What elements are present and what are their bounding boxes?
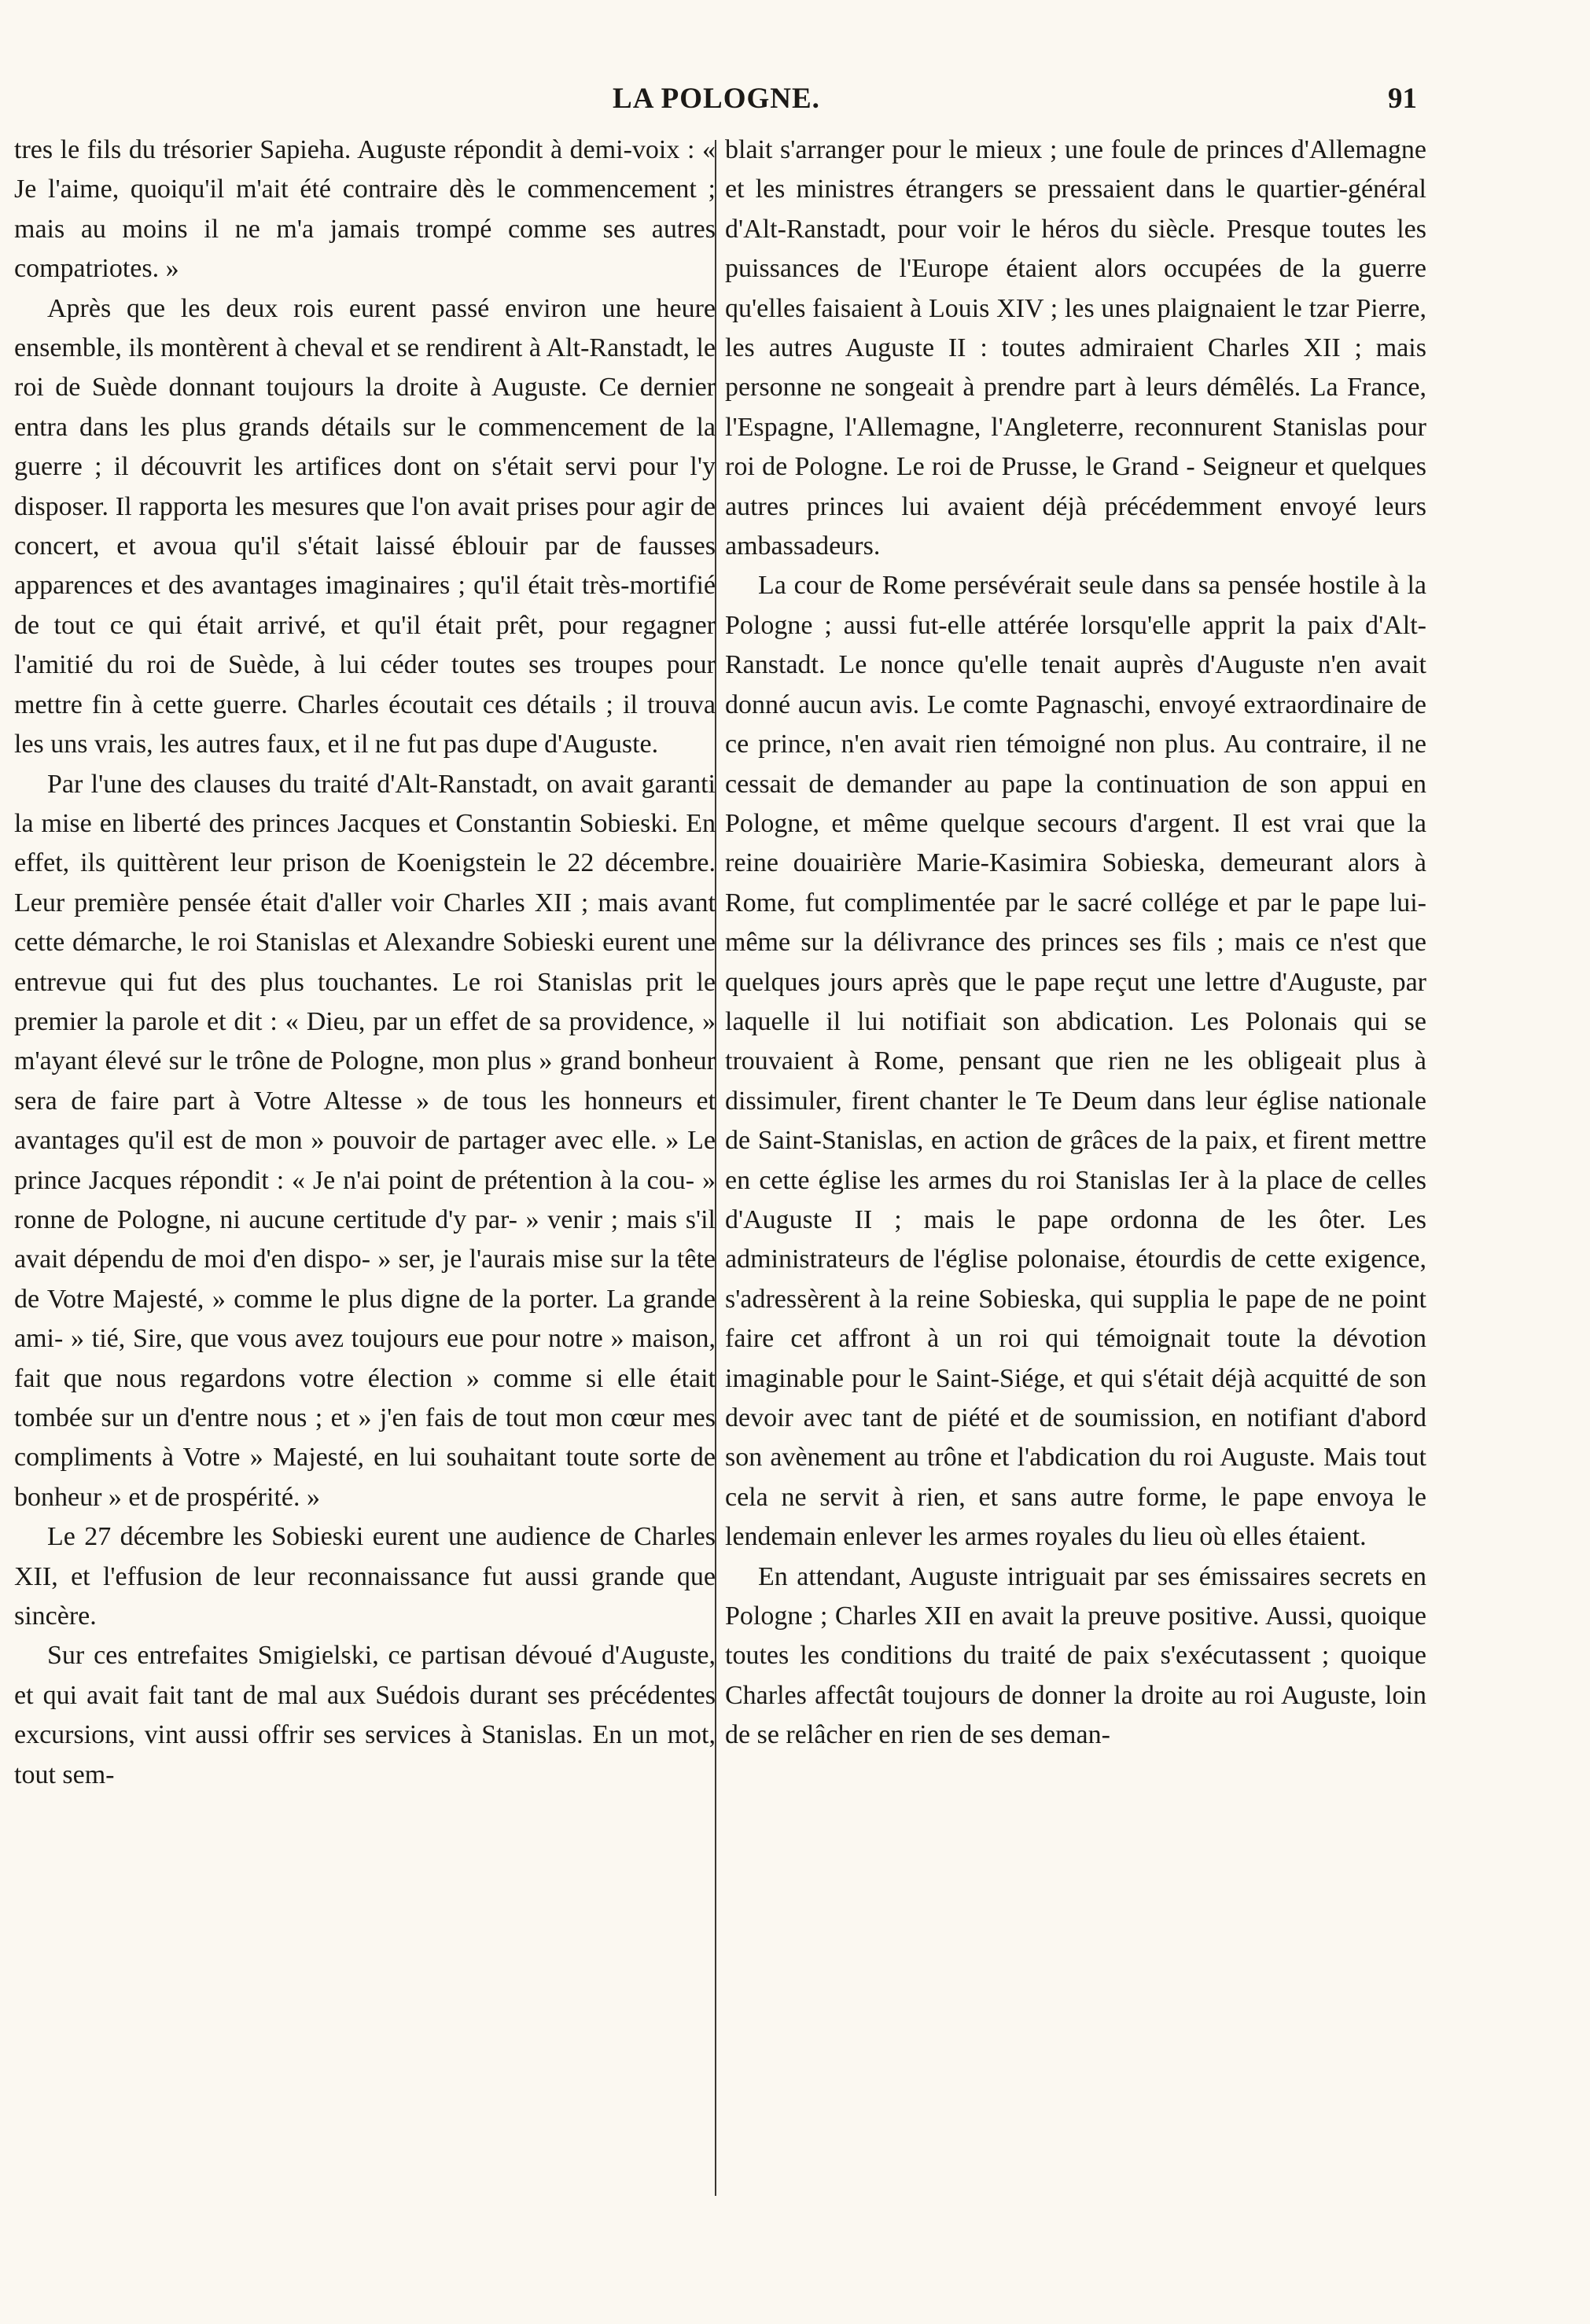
right-column [725, 131, 1426, 2285]
paragraph: blait s'arranger pour le mieux ; une foule de princes d'Allemagne et les ministres étrangers se pressaient dans le quartier-général d'Alt-Ranstadt, pour voir le héros du siècle. Presque toutes les puissances de l'Europe étaient alors occupées de la guerre qu'elles faisaient à Louis XIV ; les unes plaignaient le tzar Pierre, les autres Auguste II : toutes admiraient Charles XII ; mais personne ne songeait à prendre part à leurs démêlés. La France, l'Espagne, l'Allemagne, l'Angleterre, reconnurent Stanislas pour roi de Pologne. Le roi de Prusse, le Grand - Seigneur et quelques autres princes lui avaient déjà précédemment envoyé leurs ambassadeurs. [725, 135, 1426, 561]
paragraph: Par l'une des clauses du traité d'Alt-Ranstadt, on avait garanti la mise en liberté des princes Jacques et Constantin Sobieski. En effet, ils quittèrent leur prison de Koenigstein le 22 décembre. Leur première pensée était d'aller voir Charles XII ; mais avant cette démarche, le roi Stanislas et Alexandre Sobieski eurent une entrevue qui fut des plus touchantes. Le roi Stanislas prit le premier la parole et dit : « Dieu, par un effet de sa providence, » m'ayant élevé sur le trône de Pologne, mon plus » grand bonheur sera de faire part à Votre Altesse » de tous les honneurs et avantages qu'il est de mon » pouvoir de partager avec elle. » Le prince Jacques répondit : « Je n'ai point de prétention à la cou- » ronne de Pologne, ni aucune certitude d'y par- » venir ; mais s'il avait dépendu de moi d'en dispo- » ser, je l'aurais mise sur la tête de Votre Majesté, » comme le plus digne de la porter. La grande ami- » tié, Sire, que vous avez toujours eue pour notre » maison, fait que nous regardons votre élection » comme si elle était tombée sur un d'entre nous ; et » j'en fais de tout mon cœur mes compliments à Votre » Majesté, en lui souhaitant toute sorte de bonheur » et de prospérité. » [14, 769, 716, 1512]
paragraph: tres le fils du trésorier Sapieha. Auguste répondit à demi-voix : « Je l'aime, quoiqu'il m'ait été contraire dès le commencement ; mais au moins il ne m'a jamais trompé comme ses autres compatriotes. » [14, 135, 716, 284]
paragraph: Après que les deux rois eurent passé environ une heure ensemble, ils montèrent à cheval et se rendirent à Alt-Ranstadt, le roi de Suède donnant toujours la droite à Auguste. Ce dernier entra dans les plus grands détails sur le commencement de la guerre ; il découvrit les artifices dont on s'était servi pour l'y disposer. Il rapporta les mesures que l'on avait prises pour agir de concert, et avoua qu'il s'était laissé éblouir par de fausses apparences et des avantages imaginaires ; qu'il était très-mortifié de tout ce qui était arrivé, et qu'il était prêt, pour regagner l'amitié du roi de Suède, à lui céder toutes ses troupes pour mettre fin à cette guerre. Charles écoutait ces détails ; il trouva les uns vrais, les autres faux, et il ne fut pas dupe d'Auguste. [14, 293, 716, 759]
paragraph: Le 27 décembre les Sobieski eurent une audience de Charles XII, et l'effusion de leur reconnaissance fut aussi grande que sincère. [14, 1522, 716, 1631]
paragraph: Sur ces entrefaites Smigielski, ce partisan dévoué d'Auguste, et qui avait fait tant de mal aux Suédois durant ses précédentes excursions, vint aussi offrir ses services à Stanislas. En un mot, tout sem- [14, 1641, 716, 1789]
running-title: LA POLOGNE. [613, 83, 820, 115]
page-number: 91 [1388, 83, 1417, 115]
page-header [16, 82, 1417, 123]
paragraph: La cour de Rome persévérait seule dans sa pensée hostile à la Pologne ; aussi fut-elle attérée lorsqu'elle apprit la paix d'Alt-Ranstadt. Le nonce qu'elle tenait auprès d'Auguste n'en avait donné aucun avis. Le comte Pagnaschi, envoyé extraordinaire de ce prince, n'en avait rien témoigné non plus. Au contraire, il ne cessait de demander au pape la continuation de son appui en Pologne, et même quelque secours d'argent. Il est vrai que la reine douairière Marie-Kasimira Sobieska, demeurant alors à Rome, fut complimentée par le sacré collége et par le pape lui-même sur la délivrance des princes ses fils ; mais ce n'est que quelques jours après que le pape reçut une lettre d'Auguste, par laquelle il lui notifiait son abdication. Les Polonais qui se trouvaient à Rome, pensant que rien ne les obligeait plus à dissimuler, firent chanter le Te Deum dans leur église nationale de Saint-Stanislas, en action de grâces de la paix, et firent mettre en cette église les armes du roi Stanislas Ier à la place de celles d'Auguste II ; mais le pape ordonna de les ôter. Les administrateurs de l'église polonaise, étourdis de cette exigence, s'adressèrent à la reine Sobieska, qui supplia le pape de ne point faire cet affront à un roi qui témoignait toute la dévotion imaginable pour le Saint-Siége, et qui s'était déjà acquitté de son devoir avec tant de piété et de soumission, en notifiant d'abord son avènement au trône et l'abdication du roi Auguste. Mais tout cela ne servit à rien, et sans autre forme, le pape envoya le lendemain enlever les armes royales du lieu où elles étaient. [725, 571, 1426, 1552]
left-column [14, 131, 716, 2285]
paragraph: En attendant, Auguste intriguait par ses émissaires secrets en Pologne ; Charles XII en avait la preuve positive. Aussi, quoique toutes les conditions du traité de paix s'exécutassent ; quoique Charles affectât toujours de donner la droite au roi Auguste, loin de se relâcher en rien de ses deman- [725, 1561, 1426, 1750]
